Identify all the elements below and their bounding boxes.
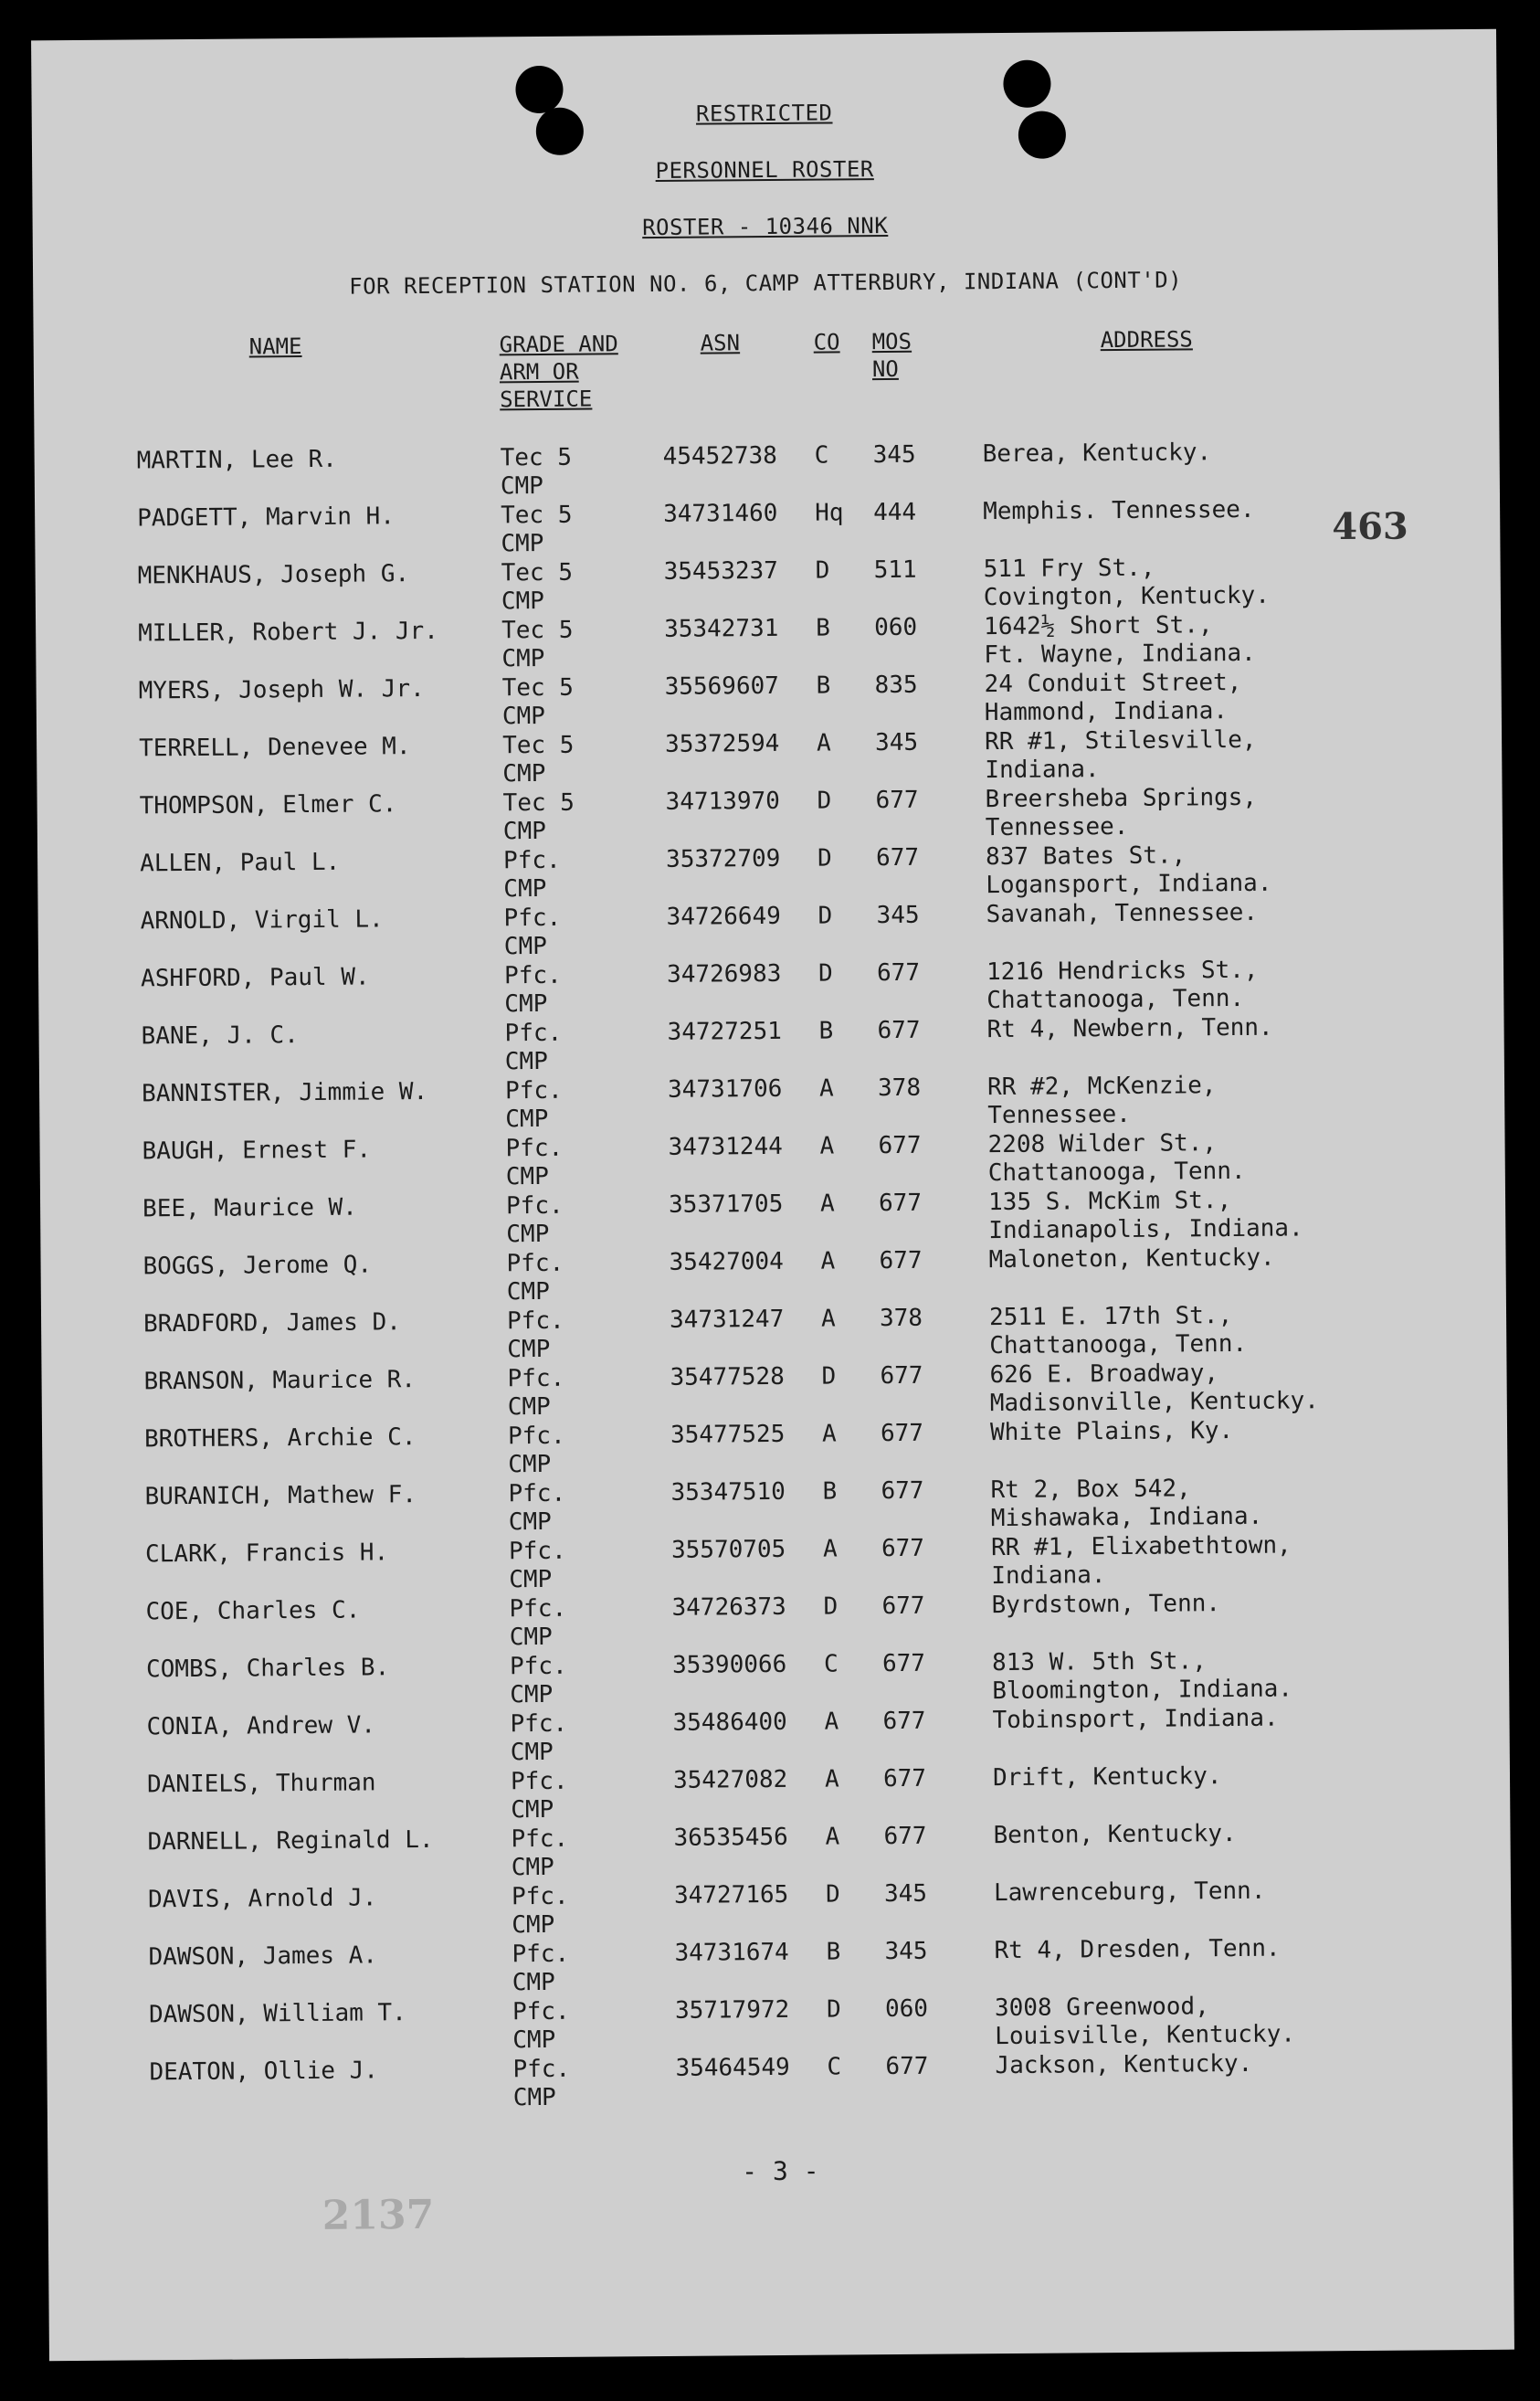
name-cell: BURANICH, Mathew F. [144,1481,417,1511]
classification-heading: RESTRICTED [695,100,833,127]
arm-cell: CMP [508,1450,552,1479]
arm-cell: CMP [507,1335,551,1364]
address-line1-cell: 1216 Hendricks St., [986,956,1259,987]
arm-cell: CMP [506,1220,550,1249]
mos-cell: 378 [879,1304,923,1333]
arm-cell: CMP [501,587,544,616]
address-line2-cell: Chattanooga, Tenn. [989,1329,1248,1360]
grade-cell: Tec 5 [501,501,573,530]
address-line2-cell: Tennessee. [987,1100,1131,1130]
asn-cell: 34727251 [667,1017,782,1046]
address-line1-cell: RR #1, Elixabethtown, [990,1531,1292,1562]
co-cell: C [814,441,829,470]
co-cell: A [821,1420,837,1448]
arm-cell: CMP [500,471,543,501]
grade-cell: Pfc. [510,1709,568,1739]
column-header-grade: GRADE AND ARM OR SERVICE [499,331,618,413]
name-cell: DAWSON, James A. [148,1941,378,1972]
mos-cell: 677 [875,786,919,815]
co-cell: D [817,902,833,930]
co-cell: D [817,959,833,988]
arm-cell: CMP [511,1795,554,1825]
address-line2-cell: Indiana. [991,1561,1106,1591]
name-cell: DAWSON, William T. [148,1999,406,2029]
co-cell: D [825,1880,840,1909]
arm-cell: CMP [510,1680,554,1709]
asn-cell: 35372594 [665,729,780,758]
grade-cell: Pfc. [512,1997,570,2026]
address-line2-cell: Ft. Wayne, Indiana. [984,639,1256,670]
grade-cell: Tec 5 [502,788,575,818]
co-cell: C [823,1650,839,1678]
name-cell: BANE, J. C. [141,1021,299,1051]
asn-cell: 35717972 [674,1995,790,2025]
grade-cell: Tec 5 [502,731,575,760]
co-cell: B [818,1017,834,1045]
mos-cell: 511 [873,555,917,585]
arm-cell: CMP [512,2026,556,2055]
asn-cell: 34713970 [665,787,780,816]
arm-cell: CMP [501,702,545,731]
asn-cell: 35372709 [665,844,781,873]
address-line1-cell: Memphis. Tennessee. [983,495,1255,526]
grade-cell: Pfc. [509,1594,567,1624]
co-cell: D [821,1362,837,1391]
name-cell: DARNELL, Reginald L. [147,1825,434,1856]
mos-cell: 060 [884,1994,929,2024]
name-cell: BOGGS, Jerome Q. [142,1251,373,1281]
grade-cell: Pfc. [506,1249,564,1278]
grade-cell: Pfc. [511,1882,569,1911]
name-cell: MARTIN, Lee R. [136,445,337,475]
mos-cell: 677 [881,1534,925,1563]
co-cell: A [817,729,831,757]
mos-cell: 677 [878,1189,923,1218]
address-line2-cell: Bloomington, Indiana. [992,1675,1293,1706]
address-line2-cell: Logansport, Indiana. [986,869,1272,900]
co-cell: D [826,1995,841,2024]
mos-cell: 378 [877,1074,922,1103]
arm-cell: CMP [504,989,548,1019]
mos-cell: 677 [882,1764,927,1793]
name-cell: THOMPSON, Elmer C. [139,790,397,820]
mos-cell: 835 [874,671,918,700]
address-line1-cell: Maloneton, Kentucky. [988,1243,1275,1275]
asn-cell: 34731244 [668,1132,783,1161]
arm-cell: CMP [504,1047,548,1076]
grade-cell: Pfc. [508,1479,566,1508]
address-line2-cell: Chattanooga, Tenn. [987,1157,1246,1188]
asn-cell: 35464549 [675,2053,790,2082]
name-cell: ASHFORD, Paul W. [141,963,370,993]
address-line1-cell: Drift, Kentucky. [992,1762,1222,1793]
column-header-co: CO [813,329,840,355]
name-cell: BAUGH, Ernest F. [142,1136,372,1166]
grade-cell: Pfc. [508,1537,566,1566]
address-line2-cell: Indiana. [985,756,1100,785]
grade-cell: Pfc. [506,1306,564,1336]
co-cell: D [815,556,830,585]
address-line1-cell: Lawrenceburg, Tenn. [993,1877,1266,1908]
arm-cell: CMP [501,644,545,673]
co-cell: A [818,1074,834,1103]
grade-cell: Pfc. [509,1652,567,1681]
name-cell: PADGETT, Marvin H. [137,502,396,533]
co-cell: A [822,1535,838,1563]
mos-cell: 060 [874,613,918,642]
mos-cell: 677 [877,1016,921,1045]
asn-cell: 35453237 [663,556,778,586]
co-cell: A [820,1247,836,1275]
name-cell: DANIELS, Thurman [146,1769,376,1799]
mos-cell: 677 [881,1592,925,1621]
mos-cell: 677 [885,2052,929,2081]
asn-cell: 35477525 [670,1420,786,1449]
grade-cell: Pfc. [512,1940,570,1969]
asn-cell: 35371705 [668,1190,784,1219]
arm-cell: CMP [505,1105,549,1134]
address-line1-cell: Rt 2, Box 542, [990,1475,1191,1505]
grade-cell: Pfc. [511,1825,569,1854]
name-cell: DEATON, Ollie J. [149,2057,379,2087]
grade-cell: Pfc. [503,846,561,875]
address-line1-cell: 135 S. McKim St., [987,1187,1232,1217]
grade-cell: Pfc. [507,1364,565,1393]
grade-cell: Pfc. [503,904,562,933]
asn-cell: 35390066 [671,1650,787,1679]
address-line1-cell: Savanah, Tennessee. [986,898,1259,929]
asn-cell: 34726373 [671,1592,786,1622]
name-cell: MENKHAUS, Joseph G. [137,560,410,590]
address-line1-cell: Byrdstown, Tenn. [991,1590,1221,1620]
arm-cell: CMP [503,932,547,961]
table-row [47,2048,1512,2118]
name-cell: DAVIS, Arnold J. [147,1884,377,1914]
station-heading: FOR RECEPTION STATION NO. 6, CAMP ATTERBURY, INDIANA (CONT'D) [349,267,1183,300]
arm-cell: CMP [506,1277,550,1306]
address-line2-cell: Mishawaka, Indiana. [990,1502,1263,1533]
arm-cell: CMP [512,1910,555,1940]
name-cell: BROTHERS, Archie C. [143,1423,417,1454]
address-line1-cell: Rt 4, Dresden, Tenn. [994,1934,1281,1965]
arm-cell: CMP [512,1968,555,1997]
arm-cell: CMP [501,529,544,558]
address-line2-cell: Tennessee. [985,812,1129,842]
name-cell: BRADFORD, James D. [142,1308,401,1338]
mos-cell: 677 [880,1419,924,1448]
arm-cell: CMP [510,1738,554,1767]
name-cell: COMBS, Charles B. [145,1654,390,1684]
grade-cell: Pfc. [507,1422,565,1451]
co-cell: D [817,844,832,873]
grade-cell: Tec 5 [500,443,573,472]
address-line1-cell: Breersheba Springs, [985,783,1258,814]
address-line2-cell: Covington, Kentucky. [983,581,1271,612]
roster-number: ROSTER - 10346 NNK [642,212,889,241]
mos-cell: 345 [872,440,916,470]
address-line1-cell: 3008 Greenwood, [994,1993,1209,2023]
asn-cell: 34727165 [673,1880,789,1909]
arm-cell: CMP [509,1623,553,1652]
co-cell: A [825,1823,840,1851]
mos-cell: 677 [878,1131,922,1160]
address-line1-cell: 2208 Wilder St., [987,1129,1218,1159]
mos-cell: 345 [874,728,919,757]
asn-cell: 35569607 [664,672,779,701]
mos-cell: 345 [884,1937,928,1966]
asn-cell: 36535456 [673,1823,788,1852]
asn-cell: 35486400 [672,1708,787,1737]
name-cell: MYERS, Joseph W. Jr. [138,674,425,705]
co-cell: A [824,1765,839,1793]
co-cell: D [823,1592,839,1621]
name-cell: ARNOLD, Virgil L. [140,905,384,936]
arm-cell: CMP [502,759,546,788]
roster-heading: PERSONNEL ROSTER [655,156,874,184]
roster-table [35,437,1513,2118]
mos-cell: 677 [883,1822,927,1851]
name-cell: MILLER, Robert J. Jr. [138,617,438,648]
co-cell: A [819,1132,835,1160]
co-cell: B [816,614,830,642]
mos-cell: 345 [876,901,920,930]
address-line2-cell: Madisonville, Kentucky. [989,1387,1319,1418]
asn-cell: 35342731 [664,614,779,643]
address-line1-cell: 813 W. 5th St., [991,1647,1207,1677]
arm-cell: CMP [507,1392,551,1422]
co-cell: B [822,1477,838,1506]
co-cell: A [820,1305,836,1333]
mos-cell: 677 [879,1246,923,1275]
address-line2-cell: Louisville, Kentucky. [995,2020,1296,2051]
co-cell: Hq [815,499,844,527]
grade-cell: Tec 5 [501,673,575,703]
mos-cell: 677 [880,1361,923,1391]
page-number: - 3 - [742,2155,819,2187]
address-line1-cell: RR #1, Stilesville, [984,725,1257,756]
arm-cell: CMP [503,874,547,904]
address-line1-cell: 1642½ Short St., [984,611,1213,641]
co-cell: B [816,672,831,700]
side-page-number: 463 [1332,504,1408,549]
asn-cell: 34726649 [666,902,781,931]
arm-cell: CMP [508,1507,552,1537]
address-line1-cell: White Plains, Ky. [989,1417,1234,1447]
name-cell: ALLEN, Paul L. [140,848,341,878]
address-line1-cell: RR #2, McKenzie, [986,1072,1217,1102]
address-line2-cell: Chattanooga, Tenn. [986,984,1245,1015]
arm-cell: CMP [509,1565,553,1594]
arm-cell: CMP [505,1162,549,1191]
address-line1-cell: Rt 4, Newbern, Tenn. [986,1013,1273,1044]
grade-cell: Pfc. [505,1191,564,1221]
address-line1-cell: 2511 E. 17th St., [988,1302,1233,1332]
co-cell: A [819,1190,835,1218]
co-cell: A [824,1708,839,1736]
co-cell: D [817,787,832,815]
column-header-asn: ASN [700,330,741,356]
arm-cell: CMP [511,1853,554,1882]
address-line2-cell: Hammond, Indiana. [984,697,1229,727]
name-cell: BRANSON, Maurice R. [143,1366,417,1396]
asn-cell: 34731460 [663,499,778,528]
asn-cell: 35427082 [672,1765,788,1794]
grade-cell: Pfc. [504,1019,563,1048]
mos-cell: 677 [876,958,921,988]
grade-cell: Pfc. [510,1767,568,1796]
name-cell: TERRELL, Denevee M. [139,733,411,763]
archive-stamp: 2137 [322,2191,435,2239]
asn-cell: 35477528 [670,1362,785,1391]
asn-cell: 34731706 [667,1074,783,1104]
asn-cell: 34731674 [674,1938,789,1967]
grade-cell: Pfc. [512,2055,571,2084]
mos-cell: 677 [881,1649,926,1678]
address-line1-cell: Jackson, Kentucky. [995,2049,1253,2080]
asn-cell: 45452738 [662,441,777,471]
address-line1-cell: Tobinsport, Indiana. [992,1704,1279,1735]
column-header-mos: MOS NO [871,328,912,383]
document-page [31,29,1514,2362]
asn-cell: 35570705 [670,1535,786,1564]
address-line1-cell: Berea, Kentucky. [982,439,1212,469]
asn-cell: 34731247 [669,1305,785,1334]
mos-cell: 444 [873,498,917,527]
co-cell: B [826,1938,841,1966]
co-cell: C [827,2053,842,2081]
mos-cell: 677 [882,1707,926,1736]
arm-cell: CMP [502,817,546,846]
grade-cell: Pfc. [505,1134,564,1163]
address-line1-cell: 511 Fry St., [983,554,1155,584]
mos-cell: 677 [875,843,920,873]
name-cell: CLARK, Francis H. [144,1539,389,1569]
grade-cell: Pfc. [503,961,562,990]
name-cell: BEE, Maurice W. [142,1193,358,1223]
address-line1-cell: 837 Bates St., [985,841,1187,872]
asn-cell: 35427004 [669,1247,784,1276]
column-header-address: ADDRESS [1100,326,1193,354]
arm-cell: CMP [512,2083,556,2112]
address-line2-cell: Indianapolis, Indiana. [988,1214,1303,1245]
name-cell: BANNISTER, Jimmie W. [141,1077,428,1108]
column-header-name: NAME [248,333,302,360]
asn-cell: 34726983 [666,959,782,989]
name-cell: COE, Charles C. [145,1596,361,1626]
grade-cell: Tec 5 [501,616,574,645]
address-line1-cell: Benton, Kentucky. [993,1820,1237,1850]
grade-cell: Pfc. [504,1076,563,1105]
name-cell: CONIA, Andrew V. [146,1711,376,1741]
address-line1-cell: 24 Conduit Street, [984,668,1242,699]
asn-cell: 35347510 [670,1477,786,1507]
grade-cell: Tec 5 [501,558,574,587]
address-line1-cell: 626 E. Broadway, [989,1359,1219,1390]
mos-cell: 345 [883,1879,928,1909]
mos-cell: 677 [881,1476,924,1506]
